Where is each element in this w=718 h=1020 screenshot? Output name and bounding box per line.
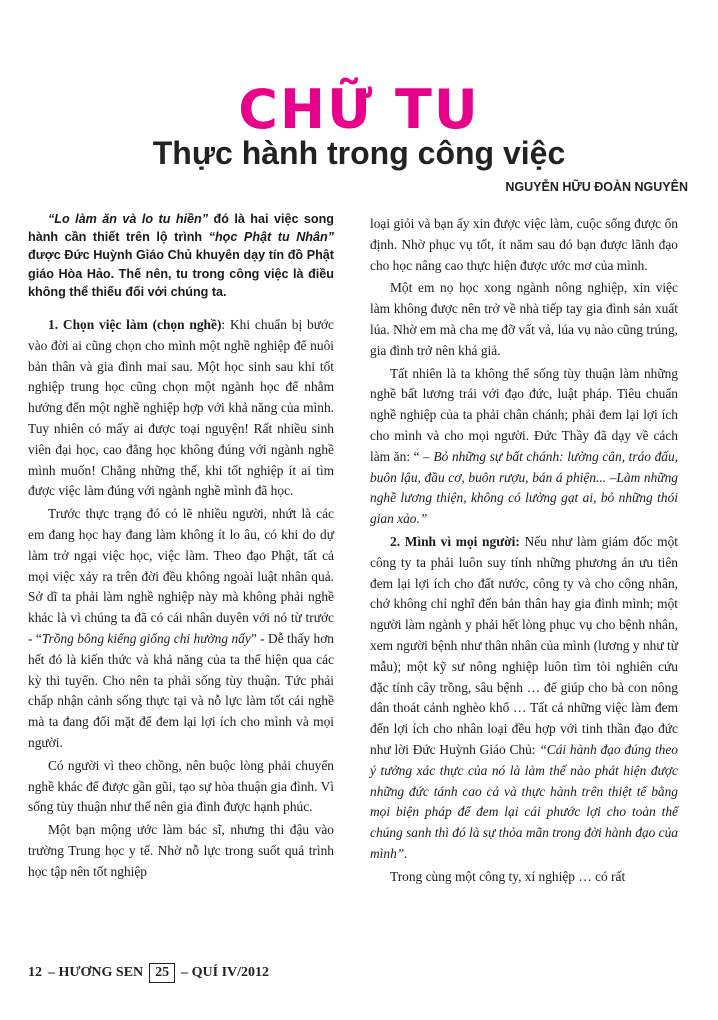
lead-quote-2: “học Phật tu Nhân” [208,230,334,245]
section-1-heading: 1. Chọn việc làm (chọn nghề) [48,317,222,333]
left-column [28,210,334,883]
teaching-quote: Bỏ những sự bất chánh: lường cân, tráo đấu, buôn lậu, đầu cơ, buôn rượu, bán á phiện... –Làm những nghề lương thiện, không có lường gạt ai, bỏ những thói gian xảo.” [370,448,678,527]
paragraph [370,364,678,530]
paragraph: loại giỏi và bạn ấy xin được việc làm, cuộc sống được ổn định. Nhờ phục vụ tốt, ít năm sau đó bạn được lãnh đạo cho học nâng cao thực hiện được ước mơ của mình. [370,216,678,273]
lead-quote: “Lo làm ăn và lo tu hiền” [48,212,209,226]
issue-number-box: 25 [149,963,175,983]
article-author: NGUYỄN HỮU ĐOÀN NGUYÊN [505,180,688,194]
article-title: CHỮ TU [238,78,480,141]
section-2-paragraph [370,532,678,865]
lead-text-2: được Đức Huỳnh Giáo Chủ khuyên dạy tín đồ Phật giáo Hòa Hảo. Thế nên, tu trong công việc là điều không thể thiếu đối với chúng ta. [28,248,334,299]
founder-quote: “Cái hành đạo đúng theo ý tưởng xác thực của nó là làm thế nào phát hiện được những đức tánh cao cả và thực hành trên thiệt tế bằng mọi biện pháp để đem lại cái phước lợi cho toàn thể chúng sanh thì đó là sự thỏa mãn trong đời hành đạo của mình”. [370,741,678,861]
article-subtitle: Thực hành trong công việc [152,135,566,171]
magazine-name: – HƯƠNG SEN [48,965,144,980]
paragraph-text: Tất nhiên là ta không thể sống tùy thuận làm những nghề bất lương trái với đạo đức, luật pháp. Tiêu chuẩn nghề nghiệp của ta phải chân chánh; phải đem lại lợi ích cho mình và cho mọi người. Đức Thầy đã dạy về cách làm ăn: “ – [370,365,678,464]
paragraph-text: ” - Dễ thấy hơn hết đó là kiến thức và khả năng của ta thể hiện qua các kỳ thi tuyển. Cho nên ta phải sống tùy thuận. Tức phải chấp nhận cảnh sống thực tại và nỗ lực làm tốt cái nghề mà ta đang đối mặt để đem lại lợi ích cho mình và mọi người. [28,630,334,750]
paragraph-text: Trước thực trạng đó có lẽ nhiều người, nhứt là các em đang học hay đang làm không ít lo âu, có khi do dự làm trở ngại việc học, việc làm. Theo đạo Phật, tất cả mọi việc xảy ra trên đời đều không ngoài luật nhân quả. Sở dĩ ta phải làm nghề nghiệp này mà không phải nghề khác là vì chúng ta đã có cái nhân duyên với nó từ trước - “ [28,506,334,646]
page-footer [28,962,269,984]
page-number: 12 [28,965,42,980]
paragraph: Một bạn mộng ước làm bác sĩ, nhưng thi đậu vào trường Trung học y tế. Nhờ nỗ lực trong suốt quá trình học tập nên tốt nghiệp [28,822,334,879]
right-column [370,214,678,888]
lead-text-1: đó là hai việc song hành cần thiết trên lộ trình [28,212,334,245]
issue-period: – QUÍ IV/2012 [181,965,270,980]
paragraph [28,504,334,754]
paragraph: Trong cùng một công ty, xí nghiệp … có rất [390,868,626,884]
paragraph: Một em nọ học xong ngành nông nghiệp, xin việc làm không được nên trở về nhà tiếp tay gia đình sản xuất lúa. Nhờ em mà cha mẹ đỡ vất vả, lúa vụ nào cũng trúng, gia đình trở nên khá giả. [370,280,678,358]
paragraph: Có người vì theo chồng, nên buộc lòng phải chuyển nghề khác để được gần gũi, tạo sự hòa thuận gia đình. Vì sống tùy thuận như thế nên gia đình được hạnh phúc. [28,757,334,815]
section-2-heading: 2. Mình vì mọi người: [390,533,520,549]
section-1-text: : Khi chuẩn bị bước vào đời ai cũng chọn cho mình một nghề nghiệp để nuôi bản thân và gia đình mai sau. Một học sinh sau khi tốt nghiệp trung học cũng chọn một ngành học để nhằm hướng đến một nghề nghiệp hợp với khả năng của mình. Tuy nhiên có mấy ai được toại nguyện! Rất nhiều sinh viên đại học, cao đẳng học không đúng với ngành nghề mình muốn! Chẳng những thế, khi tốt nghiệp ít ai tìm được việc làm đúng với ngành nghề mình đã học. [28,317,334,499]
section-2-text: Nếu như làm giám đốc một công ty ta phải luôn suy tính những phương án ưu tiên đem lại lợi ích cho đất nước, công ty và cho công nhân, chớ không chỉ nghĩ đến bản thân hay gia đình mình; một người làm ngành y phải hết lòng phục vụ cho bệnh nhân, xem người bệnh như thân nhân của mình (lương y như từ mẫu); một kỹ sư nông nghiệp luôn tìm tòi nghiên cứu đặc tính cây trồng, sâu bệnh … để giúp cho bà con nông dân thoát cảnh nghèo khổ … Tất cả những việc làm đem đến lợi ích cho nhân loại đều hợp với tinh thần đạo đức như lời Đức Huỳnh Giáo Chủ: [370,533,678,757]
proverb-quote: Trồng bông kiểng giống chi hường nấy [41,630,251,646]
lead-paragraph [28,210,334,301]
section-1-paragraph [28,315,334,502]
